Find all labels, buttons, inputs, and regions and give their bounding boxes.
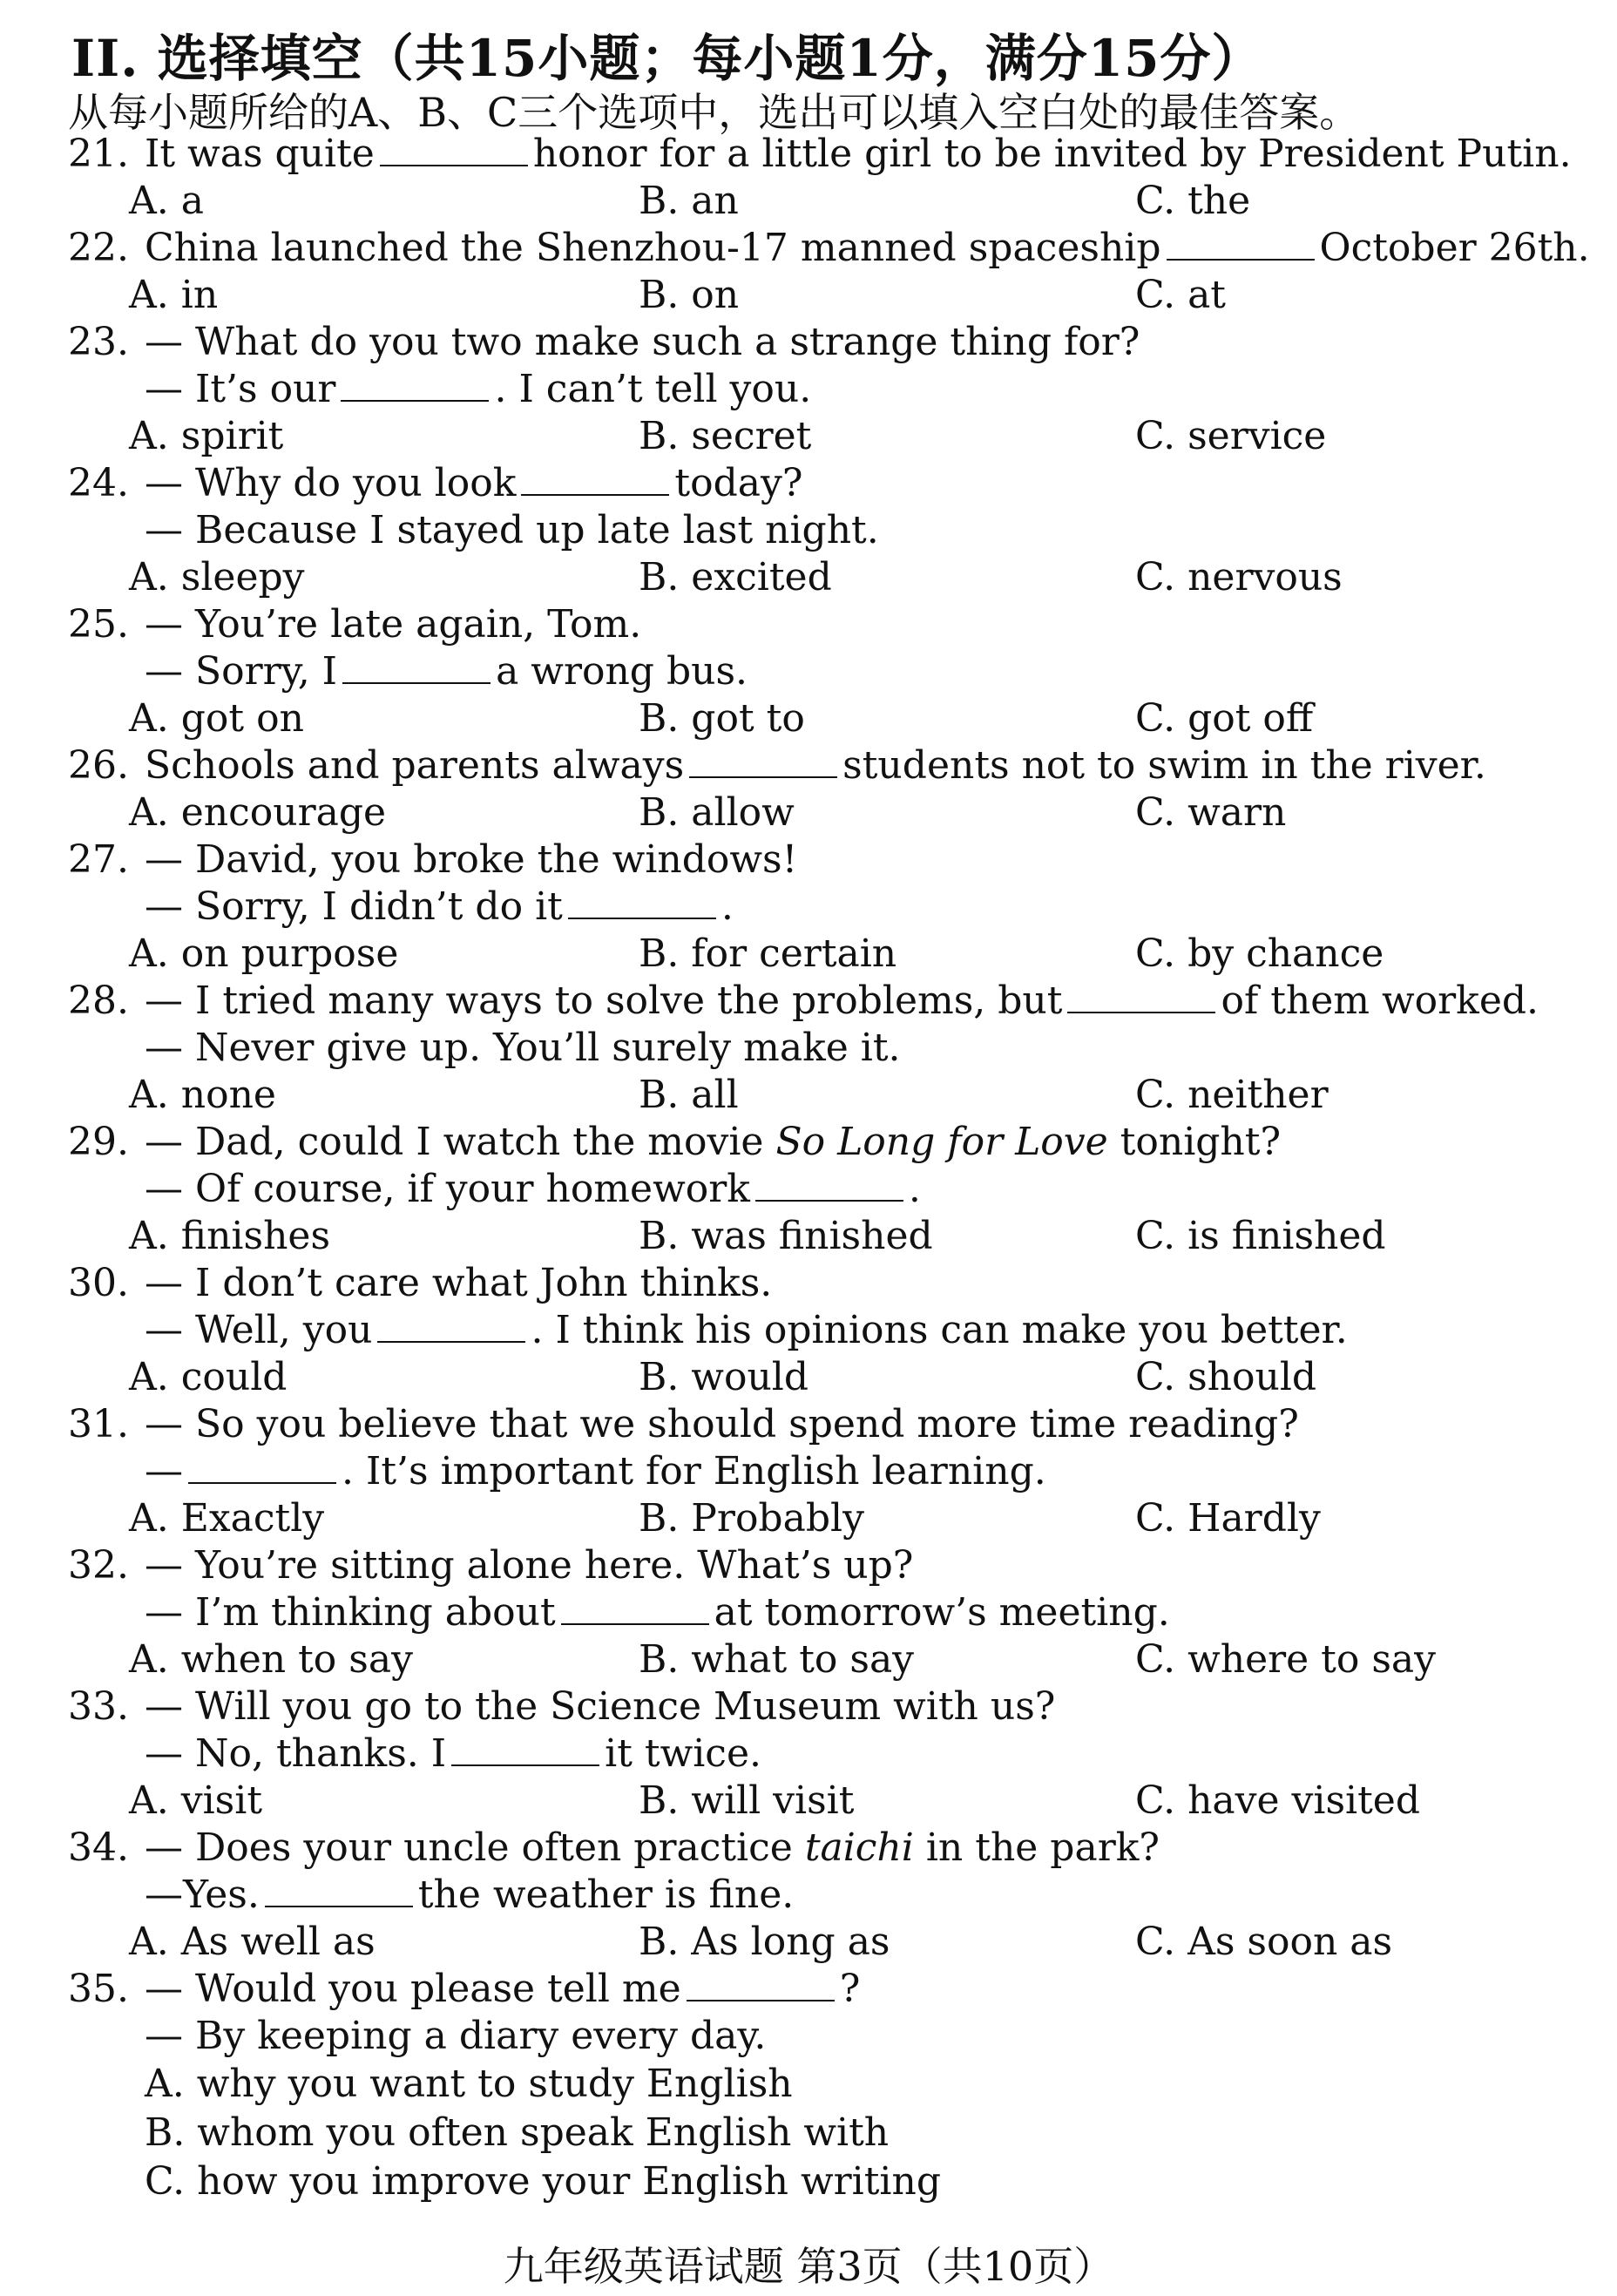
question-number: 31. xyxy=(68,1402,129,1446)
question-number: 35. xyxy=(68,1967,129,2011)
question-text: China launched the Shenzhou-17 manned spaceship xyxy=(145,226,1161,270)
option-c[interactable]: C. the xyxy=(1135,179,1251,223)
answer-blank[interactable] xyxy=(687,1968,835,2001)
option-a[interactable]: A. Exactly xyxy=(129,1496,325,1541)
question-item xyxy=(68,1401,1566,1542)
question-text: — By keeping a diary every day. xyxy=(145,2014,767,2058)
question-text: — Dad, could I watch the movie xyxy=(145,1120,764,1164)
option-b[interactable]: B. will visit xyxy=(639,1778,855,1823)
option-b[interactable]: B. an xyxy=(639,179,739,223)
question-text: — I don’t care what John thinks. xyxy=(145,1261,773,1305)
question-item xyxy=(68,1966,1566,2206)
option-c[interactable]: C. warn xyxy=(1135,790,1287,835)
options-row xyxy=(68,695,1566,742)
options-row xyxy=(68,789,1566,836)
options-row xyxy=(68,1213,1566,1260)
question-number: 24. xyxy=(68,461,129,505)
question-text: — What do you two make such a strange thing for? xyxy=(145,320,1140,364)
answer-blank[interactable] xyxy=(561,1592,709,1625)
answer-blank[interactable] xyxy=(1167,227,1315,261)
option-a[interactable]: A. could xyxy=(129,1355,288,1399)
question-line xyxy=(68,1825,1566,1872)
answer-blank[interactable] xyxy=(451,1733,599,1766)
option-c[interactable]: C. nervous xyxy=(1135,555,1343,599)
italic-title: So Long for Love xyxy=(775,1120,1108,1164)
question-text: — Of course, if your homework xyxy=(145,1167,750,1211)
question-line xyxy=(68,601,1566,648)
option-b[interactable]: B. for certain xyxy=(639,931,897,976)
question-text: . I can’t tell you. xyxy=(494,367,812,411)
option-a[interactable]: A. spirit xyxy=(129,414,284,458)
answer-blank[interactable] xyxy=(265,1874,413,1907)
question-line xyxy=(68,1401,1566,1448)
question-text: honor for a little girl to be invited by President Putin. xyxy=(532,132,1572,176)
question-text: — xyxy=(145,1449,183,1493)
question-item xyxy=(68,1542,1566,1683)
question-number: 22. xyxy=(68,226,129,270)
option-a[interactable]: A. finishes xyxy=(129,1214,331,1258)
question-text: — Well, you xyxy=(145,1308,373,1352)
question-text: students not to swim in the river. xyxy=(842,743,1486,788)
question-line xyxy=(68,742,1566,789)
answer-blank[interactable] xyxy=(380,133,528,166)
answer-blank[interactable] xyxy=(342,651,491,684)
answer-blank[interactable] xyxy=(188,1451,336,1484)
option-c[interactable]: C. As soon as xyxy=(1135,1920,1393,1964)
options-row xyxy=(68,931,1566,978)
question-text: — Never give up. You’ll surely make it. xyxy=(145,1026,901,1070)
option-b[interactable]: B. secret xyxy=(639,414,812,458)
question-line xyxy=(68,1307,1566,1354)
question-text: — David, you broke the windows! xyxy=(145,837,798,882)
question-line xyxy=(68,366,1566,413)
option-b[interactable]: B. all xyxy=(639,1073,739,1117)
options-row xyxy=(68,1919,1566,1966)
question-line xyxy=(68,884,1566,931)
option-a[interactable]: A. encourage xyxy=(129,790,387,835)
option-a[interactable]: A. when to say xyxy=(129,1637,413,1682)
option-c[interactable]: C. at xyxy=(1135,273,1226,317)
question-line xyxy=(68,1025,1566,1072)
question-item xyxy=(68,978,1566,1119)
option-b[interactable]: B. was finished xyxy=(639,1214,933,1258)
option-a[interactable]: A. sleepy xyxy=(129,555,305,599)
question-text: — You’re late again, Tom. xyxy=(145,602,642,647)
option-b[interactable]: B. excited xyxy=(639,555,832,599)
instructions: 从每小题所给的A、B、C三个选项中，选出可以填入空白处的最佳答案。 xyxy=(68,89,1360,136)
question-item xyxy=(68,1683,1566,1825)
option-c[interactable]: C. is finished xyxy=(1135,1214,1386,1258)
question-text: —Yes. xyxy=(145,1873,260,1917)
question-text: It was quite xyxy=(145,132,375,176)
question-text: of them worked. xyxy=(1221,979,1539,1023)
question-item xyxy=(68,131,1572,225)
question-text: a wrong bus. xyxy=(496,649,748,694)
question-line xyxy=(68,1448,1566,1495)
question-text: — You’re sitting alone here. What’s up? xyxy=(145,1543,914,1588)
question-text: tonight? xyxy=(1120,1120,1282,1164)
question-text: — Sorry, I didn’t do it xyxy=(145,884,563,929)
answer-blank[interactable] xyxy=(1067,980,1215,1013)
question-number: 25. xyxy=(68,602,129,647)
option-a[interactable]: A. in xyxy=(129,273,219,317)
question-line xyxy=(68,1966,1566,2013)
question-number: 28. xyxy=(68,979,129,1023)
option-a[interactable]: A. a xyxy=(129,179,204,223)
option-a[interactable]: A. got on xyxy=(129,696,304,741)
question-text: it twice. xyxy=(605,1731,761,1776)
question-text: . xyxy=(721,884,734,929)
page-footer: 九年级英语试题 第3页（共10页） xyxy=(503,2243,1114,2290)
option-c[interactable]: C. how you improve your English writing xyxy=(145,2159,941,2204)
question-line xyxy=(68,1683,1566,1730)
answer-blank[interactable] xyxy=(568,886,716,919)
question-number: 26. xyxy=(68,743,129,788)
options-row xyxy=(68,554,1566,601)
option-a[interactable]: A. none xyxy=(129,1073,276,1117)
question-number: 29. xyxy=(68,1120,129,1164)
option-c[interactable]: C. have visited xyxy=(1135,1778,1420,1823)
question-text: Schools and parents always xyxy=(145,743,685,788)
option-c[interactable]: C. where to say xyxy=(1135,1637,1436,1682)
answer-blank[interactable] xyxy=(689,745,837,778)
options-row xyxy=(68,1495,1566,1542)
answer-blank[interactable] xyxy=(377,1310,525,1343)
option-a[interactable]: A. on purpose xyxy=(129,931,399,976)
option-a[interactable]: A. As well as xyxy=(129,1920,375,1964)
question-number: 30. xyxy=(68,1261,129,1305)
question-text: October 26th. xyxy=(1319,226,1590,270)
option-c[interactable]: C. should xyxy=(1135,1355,1317,1399)
question-text: — I tried many ways to solve the problems, but xyxy=(145,979,1063,1023)
question-number: 34. xyxy=(68,1825,129,1870)
options-row xyxy=(68,1636,1566,1683)
options-row xyxy=(68,413,1566,460)
options-row xyxy=(68,1778,1566,1825)
option-b[interactable]: B. whom you often speak English with xyxy=(145,2110,890,2155)
question-item xyxy=(68,1260,1566,1401)
question-text: at tomorrow’s meeting. xyxy=(714,1590,1170,1635)
question-item xyxy=(68,836,1566,978)
question-text: — Because I stayed up late last night. xyxy=(145,508,879,552)
question-number: 33. xyxy=(68,1684,129,1729)
question-item xyxy=(68,1119,1566,1260)
question-number: 27. xyxy=(68,837,129,882)
question-text: . I think his opinions can make you better. xyxy=(531,1308,1348,1352)
question-item xyxy=(68,742,1566,836)
option-c[interactable]: C. got off xyxy=(1135,696,1314,741)
option-b[interactable]: B. allow xyxy=(639,790,795,835)
question-text: — No, thanks. I xyxy=(145,1731,447,1776)
question-text: . xyxy=(908,1167,921,1211)
question-line xyxy=(68,836,1566,884)
question-text: today? xyxy=(674,461,803,505)
question-line xyxy=(68,131,1572,178)
question-text: — It’s our xyxy=(145,367,336,411)
option-c[interactable]: C. neither xyxy=(1135,1073,1329,1117)
question-text: ? xyxy=(839,1967,861,2011)
question-line xyxy=(68,648,1566,695)
question-text: . It’s important for English learning. xyxy=(342,1449,1046,1493)
question-text: the weather is fine. xyxy=(417,1873,795,1917)
question-item xyxy=(68,319,1566,460)
options-row xyxy=(68,1072,1566,1119)
question-item xyxy=(68,1825,1566,1966)
option-c[interactable]: C. by chance xyxy=(1135,931,1384,976)
question-item xyxy=(68,225,1590,319)
question-item xyxy=(68,460,1566,601)
option-b[interactable]: B. As long as xyxy=(639,1920,890,1964)
option-b[interactable]: B. Probably xyxy=(639,1496,864,1541)
option-a[interactable]: A. visit xyxy=(129,1778,263,1823)
question-number: 21. xyxy=(68,132,129,176)
options-row xyxy=(68,1354,1566,1401)
option-b[interactable]: B. on xyxy=(639,273,740,317)
question-line xyxy=(68,507,1566,554)
option-b[interactable]: B. got to xyxy=(639,696,805,741)
question-line xyxy=(68,978,1566,1025)
question-number: 32. xyxy=(68,1543,129,1588)
options-row xyxy=(68,272,1566,319)
question-line xyxy=(68,1166,1566,1213)
question-line xyxy=(68,2013,1566,2060)
question-line xyxy=(68,1119,1566,1166)
question-number: 23. xyxy=(68,320,129,364)
answer-blank[interactable] xyxy=(755,1168,903,1202)
option-b[interactable]: B. what to say xyxy=(639,1637,915,1682)
question-line xyxy=(68,1730,1566,1778)
question-text: — I’m thinking about xyxy=(145,1590,556,1635)
option-a[interactable]: A. why you want to study English xyxy=(145,2062,793,2106)
answer-blank[interactable] xyxy=(521,463,669,496)
question-line xyxy=(68,1872,1566,1919)
question-text: in the park? xyxy=(925,1825,1160,1870)
question-text: — So you believe that we should spend more time reading? xyxy=(145,1402,1299,1446)
question-item xyxy=(68,601,1566,742)
question-text: — Would you please tell me xyxy=(145,1967,681,2011)
option-c[interactable]: C. service xyxy=(1135,414,1327,458)
question-text: — Why do you look xyxy=(145,461,517,505)
question-text: — Sorry, I xyxy=(145,649,338,694)
question-line xyxy=(68,460,1566,507)
question-list xyxy=(68,131,1590,2206)
question-text: — Does your uncle often practice xyxy=(145,1825,793,1870)
question-text: — Will you go to the Science Museum with us? xyxy=(145,1684,1056,1729)
answer-blank[interactable] xyxy=(341,369,489,402)
question-line xyxy=(68,319,1566,366)
italic-title: taichi xyxy=(804,1825,914,1870)
section-title: II. 选择填空（共15小题；每小题1分，满分15分） xyxy=(71,29,1263,88)
option-c[interactable]: C. Hardly xyxy=(1135,1496,1321,1541)
question-line xyxy=(68,1260,1566,1307)
question-line xyxy=(68,225,1590,272)
question-line xyxy=(68,1589,1566,1636)
options-row xyxy=(68,178,1566,225)
question-line xyxy=(68,1542,1566,1589)
option-b[interactable]: B. would xyxy=(639,1355,809,1399)
